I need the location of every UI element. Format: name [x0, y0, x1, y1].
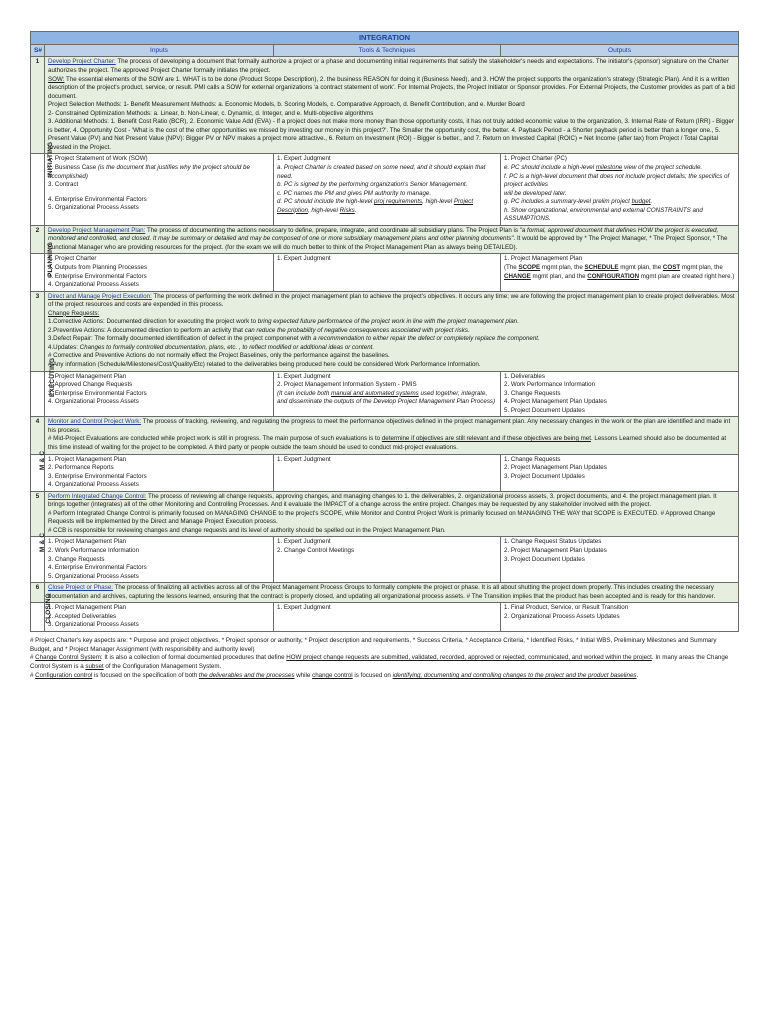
header-tools: Tools & Techniques	[274, 45, 501, 57]
process-6-io-row	[31, 603, 739, 632]
input-item: 1. Project Management Plan	[48, 372, 127, 380]
outputs-cell	[501, 371, 739, 417]
input-item: 2. Outputs from Planning Processes	[48, 264, 148, 272]
input-item: 1. Project Charter	[48, 255, 97, 263]
tool-item: 2. Project Management Information System - PMIS	[277, 381, 417, 389]
tool-item: 1. Expert Judgment	[277, 604, 331, 612]
output-note: e. PC should include a high-level milestone view of the project schedule.	[504, 164, 703, 171]
tools-cell	[274, 254, 501, 291]
input-item: 4. Organizational Process Assets	[48, 281, 139, 289]
process-4-description-row	[31, 417, 739, 454]
tools-cell	[274, 603, 501, 632]
input-item: 4. Organizational Process Assets	[48, 398, 139, 406]
output-item: 4. Project Management Plan Updates	[504, 398, 607, 406]
sow-text: The essential elements of the SOW are 1. WHAT is to be done (Product Scope Description), 2. the business REASON for doing it (Business Need), and 3. HOW the project supports the organization's strategy (Strategic Plan). And it is a written description of the project's product, service, or result. PMI calls a SOW for external organizations 'a contract statement of work'. For Internal Projects, the Project Initiator or Sponsor provides. For External Projects, the Customer provides as part of a bid document.	[48, 75, 735, 100]
outputs-cell	[501, 454, 739, 491]
output-item: 2. Project Management Plan Updates	[504, 546, 607, 554]
inputs-cell	[45, 254, 274, 291]
output-item: 1. Project Charter (PC)	[504, 155, 567, 163]
tool-item: 1. Expert Judgment	[277, 255, 331, 263]
tool-note: a. Project Charter is created based on some need, and it should explain that need.	[277, 164, 486, 180]
input-item: 2. Business Case (is the document that justifies why the project should be accomplished)	[48, 164, 250, 180]
process-3-io-row	[31, 371, 739, 417]
additional-methods-text: 3. Additional Methods: 1. Benefit Cost Ratio (BCR), 2. Economic Value Add (EVA) - If a project does not make more money than those opportunity costs, it has not truly added economic value to the organization, 3. Internal Rate of Return (IRR) - Bigger is better, 4. Opportunity Cost - 'What is the cost of the other opportunities we missed by investing our money in this project?'. The Smaller the opportunity cost, the better. 4. Payback Period - a Shorter payback period is better than a longer one., 5. Present Value (PV) and Net Present Value (NPV): Bigger PV or NPV makes a project more attractive., 6. Return on Investment (ROI) - Bigger is better., and 7. Return on Invested Capital (ROIC) = Net Income (after tax) from Project / Total Capital Invested in the Project.	[48, 118, 734, 151]
process-2-description-row	[31, 225, 739, 254]
process-description: Develop Project Management Plan: The process of documenting the actions necessary to define, prepare, integrate, and coordinate all subsidiary plans. The Project Plan is "a formal, approved document that defines HOW the project is executed, monitored and controlled, and closed. It may be summary or detailed and may be composed of one or more subsidiary management plans and other planning documents". It would be approved by * The Project Manager, * The Project Sponsor, * The Functional Manager who are providing resources for the project. (for the exam we will do much better to think of the Project Management Plan as always being DETAILED).	[45, 225, 739, 254]
process-name: Develop Project Charter:	[48, 58, 116, 66]
process-name: Perform Integrated Change Control:	[48, 492, 147, 500]
input-item: 2. Performance Reports	[48, 464, 114, 472]
input-item: 3. Enterprise Environmental Factors	[48, 472, 147, 480]
process-number: 6	[31, 583, 45, 603]
process-number: 2	[31, 225, 45, 254]
note-text: # CCB is responsible for reviewing changes and change requests and its level of authority should be spelled out in the Project Management Plan.	[48, 526, 446, 534]
title-row	[31, 32, 739, 45]
tools-cell	[274, 454, 501, 491]
note-text: # Any information (Schedule/Milestones/Cost/Quality/Etc) related to the deliverables being produced here could be considered Work Performance Information.	[48, 361, 481, 369]
input-item: 3. Enterprise Environmental Factors	[48, 389, 147, 397]
input-item: 2. Accepted Deliverables	[48, 612, 117, 620]
sow-label: SOW:	[48, 75, 65, 83]
process-description: Direct and Manage Project Execution: The process of performing the work defined in the project management plan to achieve the project's objectives. It occurs any time; we are following the project management plan to create project deliverables. Most of the project resources and costs are expended in this process. Change Requests: 1.Corrective Actions: Documented direction for executing the project work to bring expected future performance of the project work in line with the project management plan. 2.Preventive Actions: A documented direction to perform an activity that can reduce the probability of negative consequences associated with project risks. 3.Defect Repair: The formally documented identification of defect in the project componenet with a recommendation to either repair the defect or completely replace the component. 4.Updates: Changes to formally controlled documentation, plans, etc. , to reflect modified or additional ideas or content. # Corrective and Preventive Actions do not normally effect the Project Baselines, only the performance against the baselines. # Any information (Schedule/Milestones/Cost/Quality/Etc) related to the deliverables being produced here could be considered Work Performance Information.	[45, 291, 739, 371]
tool-item: 1. Expert Judgment	[277, 155, 331, 163]
process-name: Close Project or Phase:	[48, 584, 113, 592]
output-item: 2. Work Performance Information	[504, 381, 596, 389]
input-item: 3. Enterprise Environmental Factors	[48, 272, 147, 280]
process-name: Develop Project Management Plan:	[48, 226, 146, 234]
input-item: 1. Project Management Plan	[48, 538, 127, 546]
selection-methods-text: Project Selection Methods: 1- Benefit Measurement Methods: a. Economic Models, b. Scoring Models, c. Comparative Approach, d. Benefit Contribution, and e. Murder Board	[48, 101, 525, 109]
output-note: (The SCOPE mgmt plan, the SCHEDULE mgmt plan, the COST mgmt plan, the CHANGE mgmt plan, and the CONFIGURATION mgmt plan are created right here.)	[504, 264, 735, 280]
output-item: 1. Project Management Plan	[504, 255, 583, 263]
output-item: 3. Project Document Updates	[504, 555, 585, 563]
inputs-cell	[45, 454, 274, 491]
tool-note: c. PC names the PM and gives PM authority to manage.	[277, 189, 432, 197]
input-item: 5. Organizational Process Assets	[48, 204, 139, 212]
tool-note: b. PC is signed by the performing organization's Senior Management.	[277, 181, 468, 189]
note-text: # Corrective and Preventive Actions do not normally effect the Project Baselines, only the performance against the baselines.	[48, 352, 390, 360]
footnote: # Change Control System: It is also a collection of formal documented procedures that define HOW project change requests are submitted, validated, recorded, approved or rejected, communicated, and worked within the project. In many areas the Change Control System is a subset of the Configuration Management System.	[30, 654, 729, 671]
tools-cell	[274, 371, 501, 417]
tool-note: d. PC should include the high-level proj requirements, high-level Project Description, high-level Risks.	[277, 198, 474, 214]
process-3-description-row	[31, 291, 739, 371]
output-item: 1. Change Requests	[504, 455, 561, 463]
inputs-cell	[45, 603, 274, 632]
process-name: Direct and Manage Project Execution:	[48, 292, 152, 300]
process-description	[45, 57, 739, 154]
note-text: # Perform Integrated Change Control is primarily focused on MANAGING CHANGE to the project's SCOPE, while Monitor and Control Project Work is primarily focused on MANAGING THE WAY that SCOPE is EXECUTED. # Approved Change Requests will be implemented by the Direct and Manage Project Execution process.	[48, 509, 716, 526]
input-item: 1. Project Management Plan	[48, 455, 127, 463]
input-item: 4. Organizational Process Assets	[48, 481, 139, 489]
output-item: 1. Final Product, Service, or Result Transition	[504, 604, 629, 612]
output-item: 3. Change Requests	[504, 389, 561, 397]
input-item: 5. Organizational Process Assets	[48, 572, 139, 580]
header-sno: S#	[31, 45, 45, 57]
process-number: 1	[31, 57, 45, 154]
input-item: 2. Approved Change Requests	[48, 381, 133, 389]
outputs-cell	[501, 154, 739, 225]
input-item: 4. Enterprise Environmental Factors	[48, 195, 147, 203]
tool-item: 1. Expert Judgment	[277, 538, 331, 546]
output-note: h. Show organizational, environmental and external CONSTRAINTS and ASSUMPTIONS.	[504, 206, 703, 223]
header-outputs: Outputs	[501, 45, 739, 57]
process-number: 4	[31, 417, 45, 454]
input-item: 1. Project Management Plan	[48, 604, 127, 612]
process-1-io-row	[31, 154, 739, 225]
description-text: The process of developing a document that formally authorize a project or a phase and documenting initial requirements that satisfy the stakeholder's needs and expectations. The initiator's (sponsor) signature on the Charter authorizes the project. The approved Project Charter formally initiates the project.	[48, 58, 729, 74]
process-description: Close Project or Phase: The process of finalizing all activities across all of the Project Management Process Groups to formally complete the project or phase. It is all about shutting the project down properly. This includes creating the necessary documentation and archives, capturing the lessons learned, ensuring that the contract is properly closed, and updating all organizational process assets. # The Transition implies that the product has been accepted and is ready for this handover.	[45, 583, 739, 603]
inputs-cell	[45, 154, 274, 225]
output-item: 1. Deliverables	[504, 372, 545, 380]
process-name: Monitor and Control Project Work:	[48, 418, 142, 426]
integration-table	[30, 31, 739, 632]
phase-label: EXECUTING	[31, 371, 45, 417]
input-item: 3. Change Requests	[48, 555, 105, 563]
sheet-title: INTEGRATION	[31, 32, 739, 45]
process-description: Perform Integrated Change Control: The process of reviewing all change requests, approving changes, and managing changes to 1. the deliverables, 2. organizational process assets, 3. project documents, and 4. the project management plan. It brings together (integrates) all of the other Monitoring and Controlling Processes. And it evaluate the IMPACT of a change across the entire project. Changes may be requested by any stakeholder involved with the project. # Perform Integrated Change Control is primarily focused on MANAGING CHANGE to the project's SCOPE, while Monitor and Control Project Work is primarily focused on MANAGING THE WAY that SCOPE is EXECUTED. # Approved Change Requests will be implemented by the Direct and Manage Project Execution process. # CCB is responsible for reviewing changes and change requests and its level of authority should be spelled out in the Project Management Plan.	[45, 491, 739, 537]
phase-label: M & C	[31, 537, 45, 583]
output-note: f. PC is a high-level document that does not include project details; the specifics of project activities	[504, 172, 730, 189]
footnotes	[30, 632, 738, 681]
process-6-description-row	[31, 583, 739, 603]
header-inputs: Inputs	[45, 45, 274, 57]
process-4-io-row	[31, 454, 739, 491]
process-number: 5	[31, 491, 45, 537]
input-item: 2. Work Performance Information	[48, 546, 140, 554]
output-item: 3. Project Document Updates	[504, 472, 585, 480]
tool-item: 1. Expert Judgment	[277, 372, 331, 380]
footnote: # Configuration control is focused on the specification of both the deliverables and the processes while change control is focused on identifying, documenting and controlling changes to the project and the product baselines.	[30, 672, 639, 680]
input-item: 3. Organizational Process Assets	[48, 621, 139, 629]
tool-item: 1. Expert Judgment	[277, 455, 331, 463]
tools-cell	[274, 154, 501, 225]
process-1-description-row	[31, 57, 739, 154]
phase-label: M & C	[31, 454, 45, 491]
process-5-description-row	[31, 491, 739, 537]
phase-label: CLOSING	[31, 603, 45, 632]
output-item: 2. Organizational Process Assets Updates	[504, 612, 620, 620]
constrained-methods-text: 2- Constrained Optimization Methods: a. Linear, b. Non-Linear, c. Dynamic, d. Integer, and e. Multi-objective algorithms	[48, 109, 374, 117]
tool-item: 2. Change Control Meetings	[277, 546, 355, 554]
process-description: Monitor and Control Project Work: The process of tracking, reviewing, and regulating the progress to meet the performance objectives defined in the project management plan. Any necessary changes in the work or the plan are identified and made int his process. # Mid-Project Evaluations are conducted while project work is still in progress. The main purpose of such evaluations is to determine if objectives are still relevant and if these objectives are being met. Lessons Learned should also be documented at this time instead of waiting for the project to be completed. A third party or people outside the team should be used to conduct mid-project evaluations.	[45, 417, 739, 454]
process-2-io-row	[31, 254, 739, 291]
outputs-cell	[501, 537, 739, 583]
footnote: # Project Charter's key aspects are: * Purpose and project objectives, * Project sponsor or authority, * Project description and requirements, * Success Criteria, * Acceptance Criteria, * Identified Risks, * Initial WBS, Preliminary Milestones and Summary Budget, and * Project Manager Assignment (with responsibility and authority level)	[30, 636, 717, 653]
tools-cell	[274, 537, 501, 583]
output-note: will be developed later.	[504, 189, 567, 197]
phase-label: PLANNING	[31, 254, 45, 291]
outputs-cell	[501, 254, 739, 291]
input-item: 4. Enterprise Environmental Factors	[48, 564, 147, 572]
phase-label: INITIATING	[31, 154, 45, 225]
tool-note: (It can include both manual and automated systems used together, integrate, and disseminate the outputs of the Develop Project Management Plan Process)	[277, 389, 496, 406]
output-item: 2. Project Management Plan Updates	[504, 464, 607, 472]
input-item: 1. Project Statement of Work (SOW)	[48, 155, 148, 163]
change-requests-heading: Change Requests:	[48, 309, 100, 317]
output-item: 5. Project Document Updates	[504, 406, 585, 414]
inputs-cell	[45, 371, 274, 417]
output-note: g. PC includes a summary-level prelim project budget.	[504, 198, 653, 206]
integration-sheet	[30, 31, 738, 681]
input-item: 3. Contract	[48, 181, 79, 189]
outputs-cell	[501, 603, 739, 632]
process-5-io-row	[31, 537, 739, 583]
process-number: 3	[31, 291, 45, 371]
header-row	[31, 45, 739, 57]
output-item: 1. Change Request Status Updates	[504, 538, 602, 546]
inputs-cell	[45, 537, 274, 583]
